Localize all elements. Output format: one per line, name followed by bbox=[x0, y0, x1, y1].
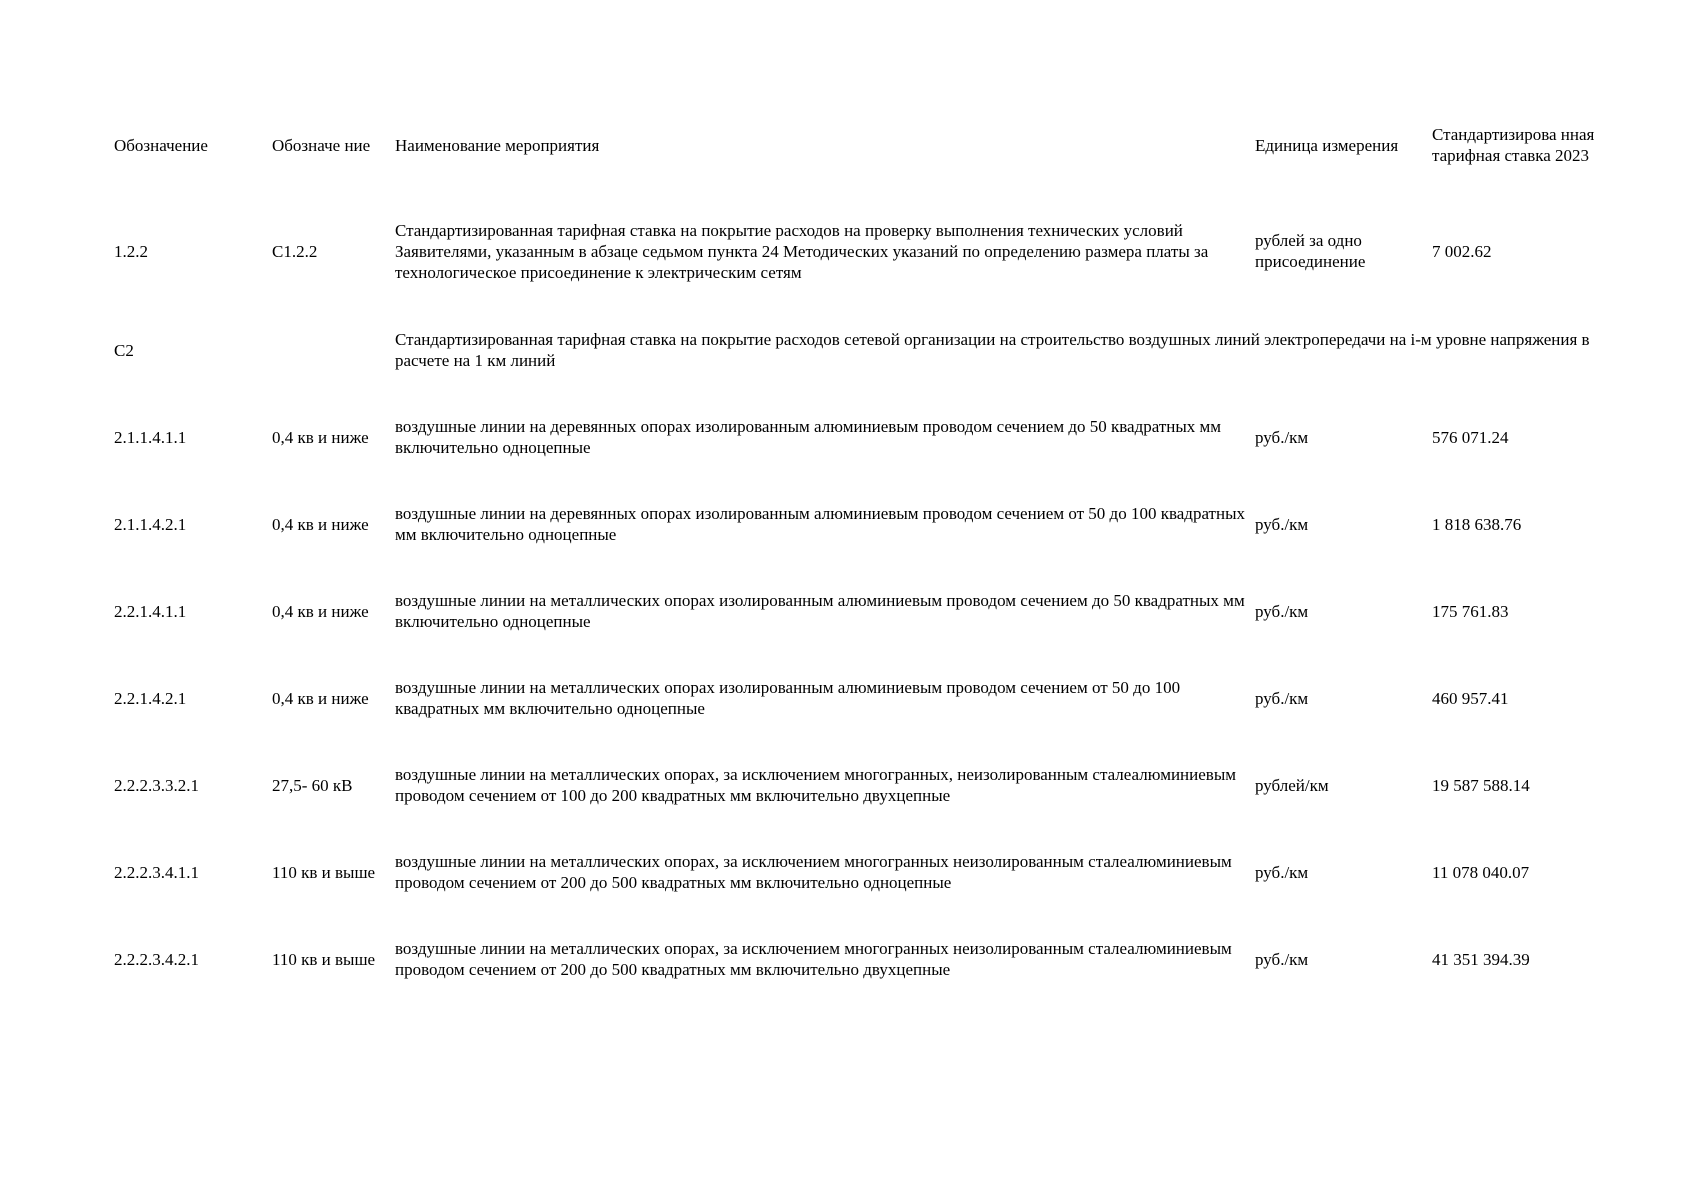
row-rate: 576 071.24 bbox=[1432, 427, 1509, 447]
row-rate: 175 761.83 bbox=[1432, 601, 1509, 621]
row-rate: 7 002.62 bbox=[1432, 241, 1492, 261]
row-voltage: С1.2.2 bbox=[272, 241, 318, 261]
table-row bbox=[0, 412, 1697, 462]
row-name: Стандартизированная тарифная ставка на покрытие расходов сетевой организации на строительство воздушных линий электропередачи на i-м уровне напряжения в расчете на 1 км линий bbox=[395, 330, 1590, 370]
row-name: воздушные линии на деревянных опорах изолированным алюминиевым проводом сечением от 50 до 100 квадратных мм включительно одноцепные bbox=[395, 504, 1245, 544]
row-code: 2.2.2.3.4.1.1 bbox=[114, 862, 199, 882]
header-cell-name: Наименование мероприятия bbox=[395, 135, 600, 155]
table-row bbox=[0, 586, 1697, 636]
row-voltage: 0,4 кв и ниже bbox=[272, 427, 369, 447]
header-cell-code: Обозначение bbox=[114, 135, 208, 155]
row-unit: руб./км bbox=[1255, 862, 1309, 882]
row-rate: 11 078 040.07 bbox=[1432, 862, 1530, 882]
row-name: Стандартизированная тарифная ставка на покрытие расходов на проверку выполнения технических условий Заявителями, указанным в абзаце седьмом пункта 24 Методических указаний по определению размера платы за технологическое присоединение к электрическим сетям bbox=[395, 220, 1209, 282]
header-cell-rate: Стандартизирова нная тарифная ставка 2023 bbox=[1432, 125, 1595, 165]
row-voltage: 27,5- 60 кВ bbox=[272, 775, 353, 795]
row-voltage: 0,4 кв и ниже bbox=[272, 688, 369, 708]
table-row bbox=[0, 673, 1697, 723]
row-unit: рублей за одно присоединение bbox=[1255, 231, 1366, 271]
row-code: 2.2.1.4.1.1 bbox=[114, 601, 187, 621]
row-unit: рублей/км bbox=[1255, 775, 1329, 795]
row-name: воздушные линии на металлических опорах, за исключением многогранных, неизолированным сталеалюминиевым проводом сечением от 100 до 200 квадратных мм включительно двухцепные bbox=[395, 765, 1236, 805]
row-code: 2.1.1.4.2.1 bbox=[114, 514, 187, 534]
row-name: воздушные линии на деревянных опорах изолированным алюминиевым проводом сечением до 50 квадратных мм включительно одноцепные bbox=[395, 417, 1222, 457]
row-code: 2.2.2.3.3.2.1 bbox=[114, 775, 199, 795]
row-rate: 19 587 588.14 bbox=[1432, 775, 1530, 795]
row-rate: 41 351 394.39 bbox=[1432, 949, 1530, 969]
table-section-row bbox=[0, 325, 1697, 375]
row-code: 2.2.2.3.4.2.1 bbox=[114, 949, 199, 969]
row-name: воздушные линии на металлических опорах, за исключением многогранных неизолированным сталеалюминиевым проводом сечением от 200 до 500 квадратных мм включительно двухцепные bbox=[395, 939, 1232, 979]
row-unit: руб./км bbox=[1255, 688, 1309, 708]
row-name: воздушные линии на металлических опорах изолированным алюминиевым проводом сечением от 50 до 100 квадратных мм включительно одноцепные bbox=[395, 678, 1181, 718]
table-row bbox=[0, 847, 1697, 897]
row-voltage: 110 кв и выше bbox=[272, 949, 376, 969]
row-unit: руб./км bbox=[1255, 949, 1309, 969]
table-header bbox=[0, 104, 1697, 186]
row-unit: руб./км bbox=[1255, 601, 1309, 621]
row-voltage: 110 кв и выше bbox=[272, 862, 376, 882]
header-cell-voltage: Обозначе ние bbox=[272, 135, 371, 155]
row-rate: 460 957.41 bbox=[1432, 688, 1509, 708]
table-row bbox=[0, 760, 1697, 810]
table-row bbox=[0, 934, 1697, 984]
header-cell-unit: Единица измерения bbox=[1255, 135, 1399, 155]
row-code: 2.1.1.4.1.1 bbox=[114, 427, 187, 447]
row-voltage: 0,4 кв и ниже bbox=[272, 514, 369, 534]
row-name: воздушные линии на металлических опорах изолированным алюминиевым проводом сечением до 50 квадратных мм включительно одноцепные bbox=[395, 591, 1245, 631]
row-code: 1.2.2 bbox=[114, 241, 148, 261]
row-name: воздушные линии на металлических опорах, за исключением многогранных неизолированным сталеалюминиевым проводом сечением от 200 до 500 квадратных мм включительно одноцепные bbox=[395, 852, 1232, 892]
row-unit: руб./км bbox=[1255, 514, 1309, 534]
row-unit: руб./км bbox=[1255, 427, 1309, 447]
row-rate: 1 818 638.76 bbox=[1432, 514, 1522, 534]
row-code: С2 bbox=[114, 340, 134, 360]
table-row bbox=[0, 499, 1697, 549]
row-code: 2.2.1.4.2.1 bbox=[114, 688, 187, 708]
table-row bbox=[0, 215, 1697, 287]
row-voltage: 0,4 кв и ниже bbox=[272, 601, 369, 621]
